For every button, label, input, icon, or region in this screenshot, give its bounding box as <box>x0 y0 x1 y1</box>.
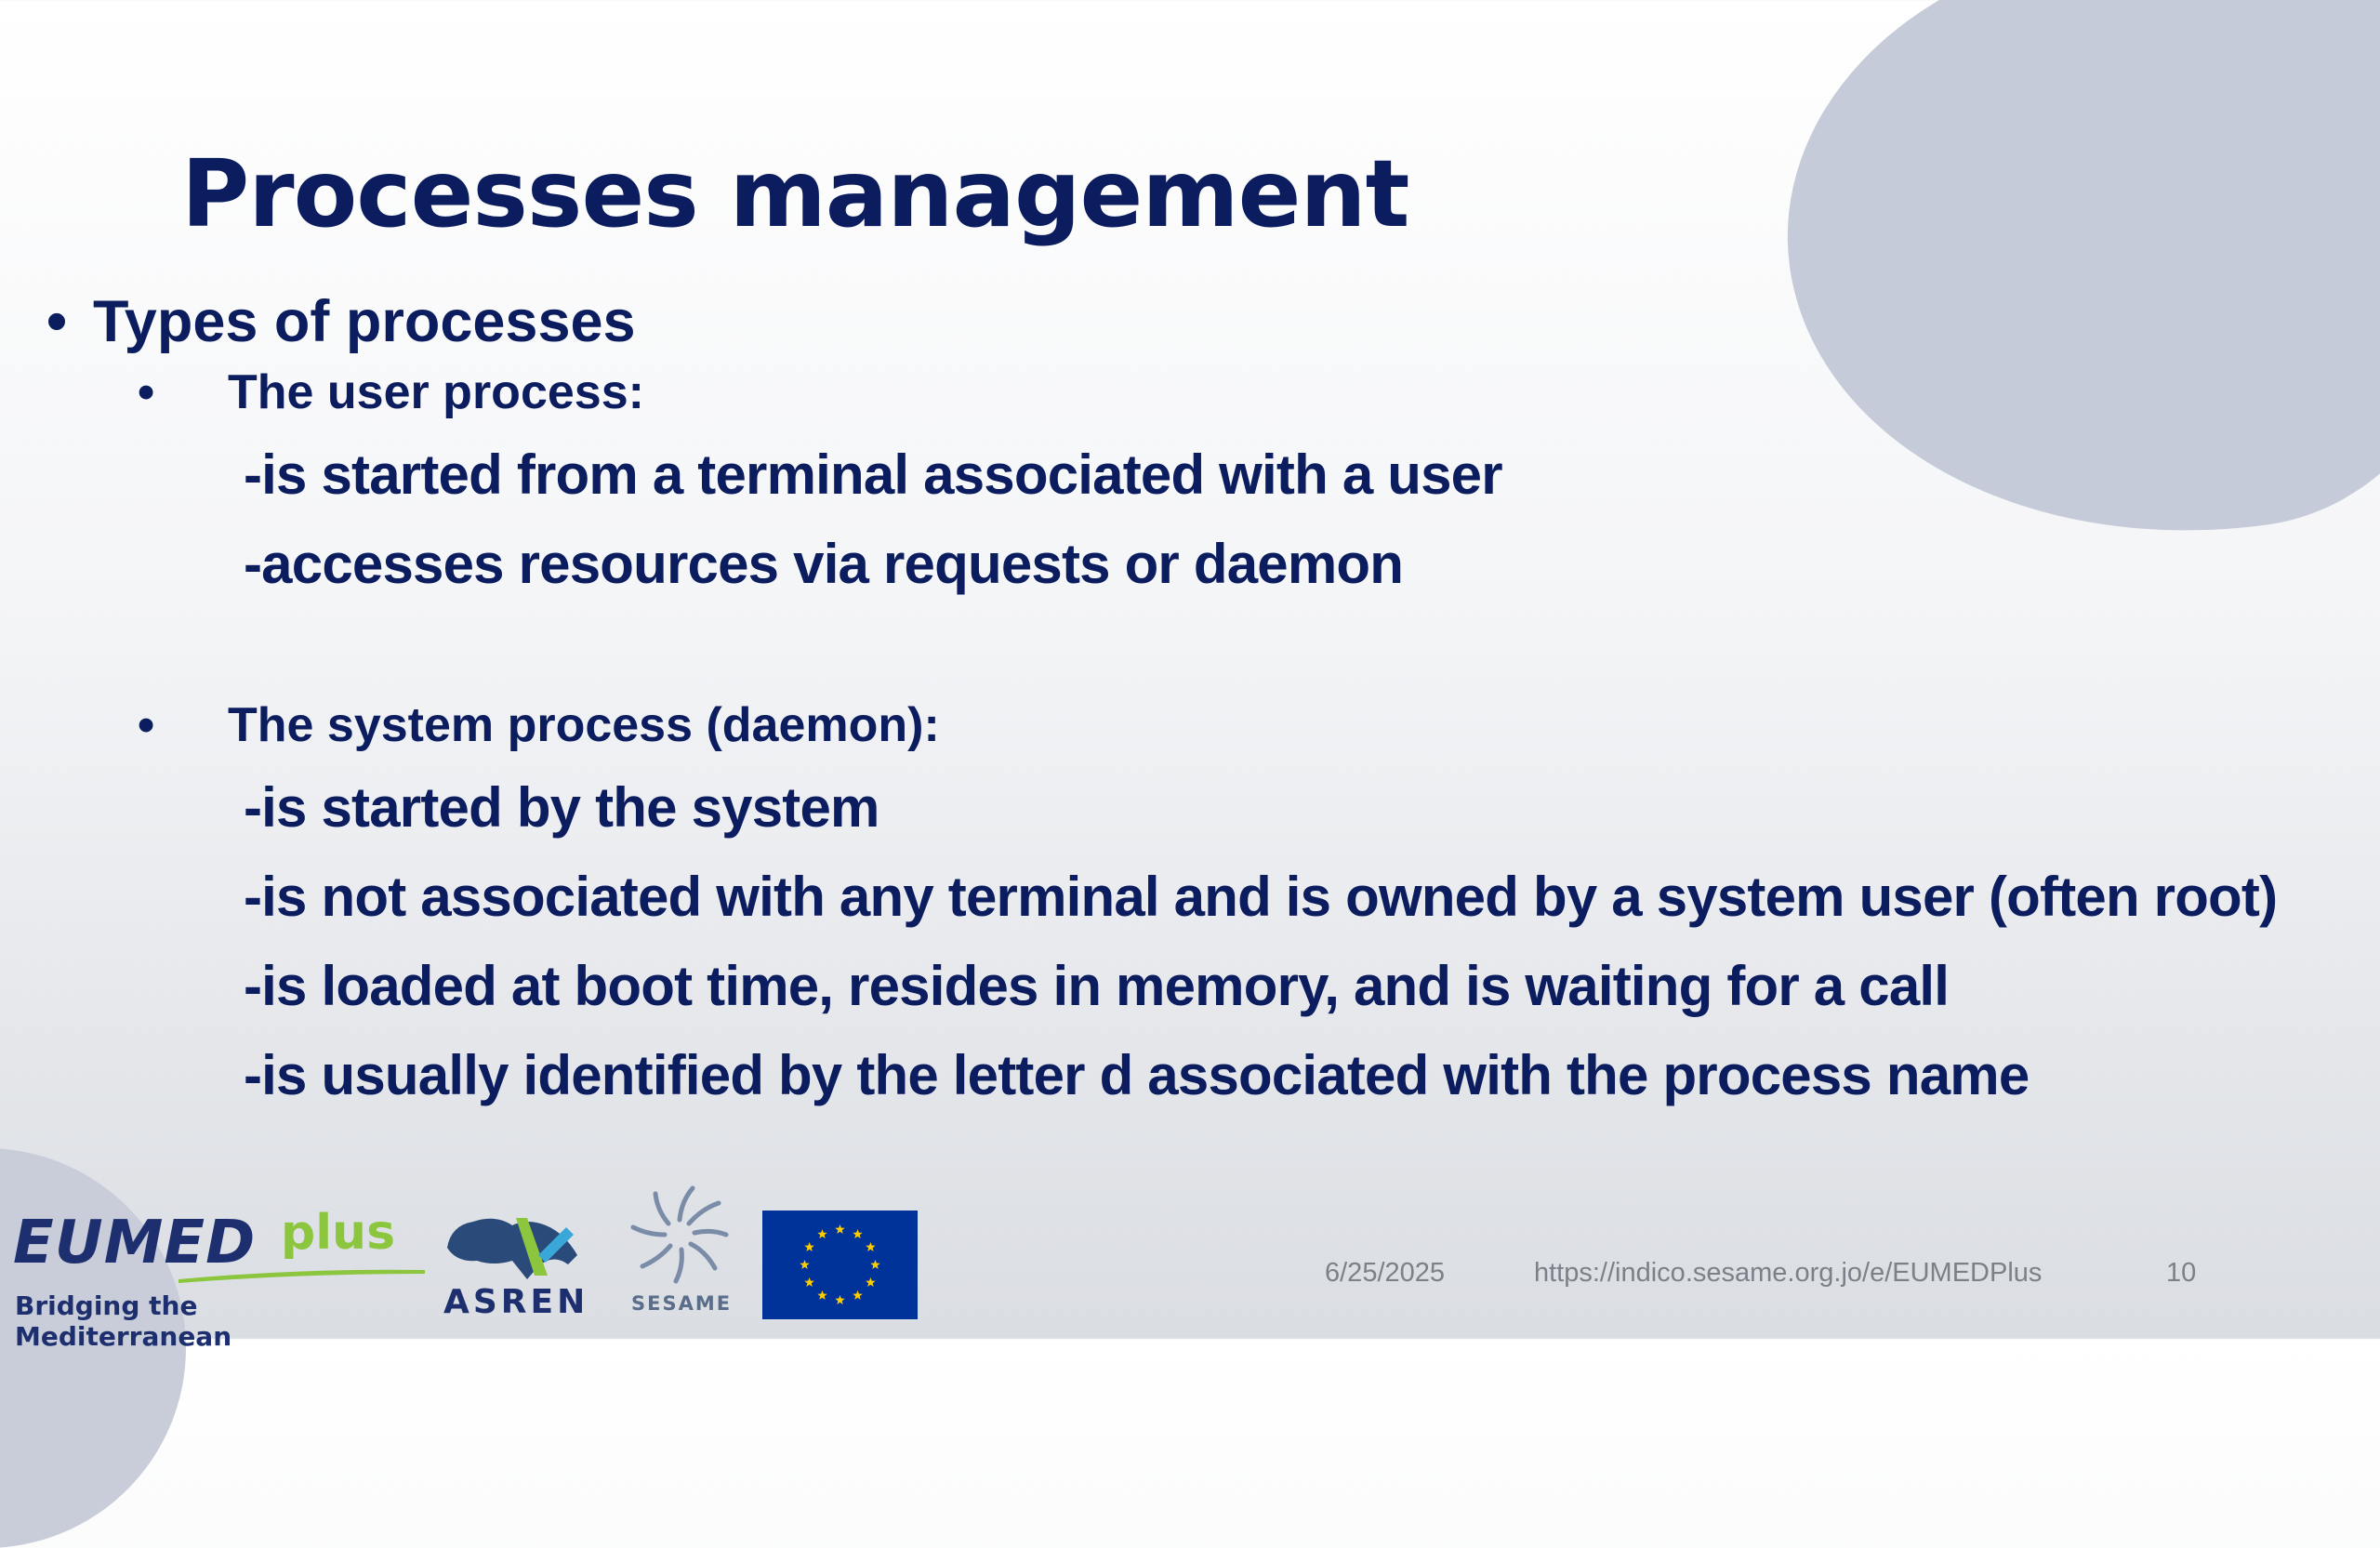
eu-stars <box>762 1211 918 1319</box>
subheading-text: The system process (daemon): <box>228 698 940 752</box>
eu-star-icon <box>866 1277 875 1287</box>
sesame-logo <box>628 1183 739 1322</box>
bullet-dot: • <box>138 698 155 752</box>
decorative-blob-top-right <box>1752 0 2380 586</box>
asren-logo-text: ASREN <box>443 1283 589 1321</box>
footer-date: 6/25/2025 <box>1325 1258 1446 1288</box>
eumed-plus-logo <box>11 1205 420 1352</box>
system-process-item: -is not associated with any terminal and is owned by a system user (often root) <box>244 866 2278 928</box>
eumed-logo-tagline: Bridging the Mediterranean <box>15 1290 232 1352</box>
eu-star-icon <box>870 1260 879 1269</box>
asren-map-icon <box>442 1209 595 1283</box>
bullet-dot: • <box>138 365 155 419</box>
system-process-item: -is loaded at boot time, resides in memory, and is waiting for a call <box>244 955 1950 1017</box>
user-process-item: -accesses resources via requests or daemon <box>244 533 1404 595</box>
asren-logo <box>442 1209 600 1330</box>
eumed-logo-name: EUMED <box>13 1209 257 1277</box>
eu-star-icon <box>817 1290 826 1300</box>
eu-star-icon <box>866 1242 875 1251</box>
eu-star-icon <box>853 1229 862 1238</box>
eumed-swoosh-icon <box>178 1266 425 1283</box>
subheading-text: The user process: <box>228 365 644 419</box>
eu-star-icon <box>817 1229 826 1238</box>
footer-url: https://indico.sesame.org.jo/e/EUMEDPlus <box>1534 1258 2043 1288</box>
subheading-user-process <box>138 364 644 420</box>
system-process-item: -is usually identified by the letter d associated with the process name <box>244 1044 2030 1106</box>
eu-star-icon <box>835 1295 844 1304</box>
eu-star-icon <box>804 1242 813 1251</box>
footer-page-number: 10 <box>2166 1258 2197 1288</box>
user-process-item: -is started from a terminal associated with a user <box>244 443 1502 506</box>
bullet-types-of-processes <box>46 288 636 355</box>
system-process-item: -is started by the system <box>244 776 879 839</box>
bullet-dot: • <box>46 289 68 354</box>
bullet-text: Types of processes <box>93 289 636 354</box>
eu-star-icon <box>800 1260 809 1269</box>
sesame-logo-text: SESAME <box>631 1292 733 1315</box>
subheading-system-process <box>138 697 940 753</box>
eu-star-icon <box>804 1277 813 1287</box>
eu-star-icon <box>835 1224 844 1234</box>
eu-flag-icon <box>762 1211 918 1319</box>
sesame-burst-icon <box>628 1183 732 1287</box>
eu-star-icon <box>853 1290 862 1300</box>
slide-title: Processes management <box>181 139 1409 248</box>
eumed-logo-plus: plus <box>281 1205 396 1261</box>
